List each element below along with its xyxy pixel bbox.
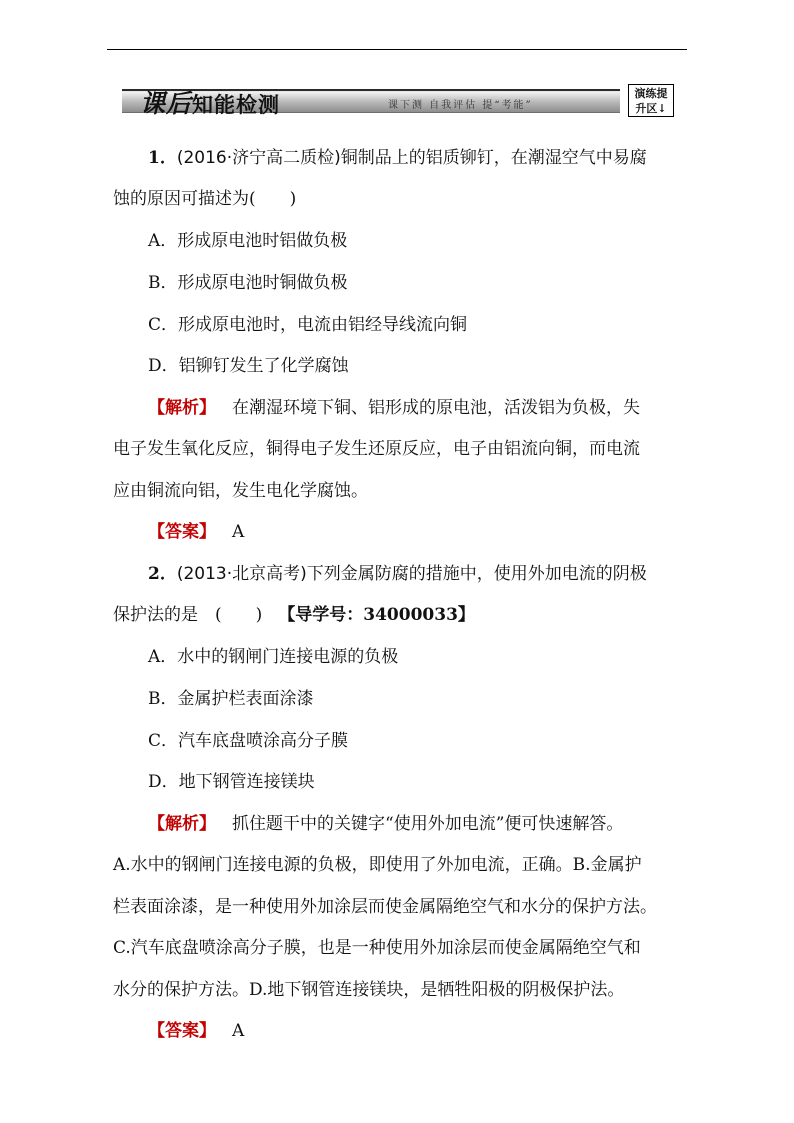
- q1-analysis-line1: 在潮湿环境下铜、铝形成的原电池，活泼铝为负极，失: [232, 398, 640, 418]
- q2-analysis-line2: A.水中的钢闸门连接电源的负极，即使用了外加电流，正确。B.金属护: [113, 855, 642, 875]
- q1-stem-line1: 铜制品上的铝质铆钉，在潮湿空气中易腐: [340, 148, 647, 168]
- q2-analysis-line4: C.汽车底盘喷涂高分子膜，也是一种使用外加涂层而使金属隔绝空气和: [113, 938, 641, 958]
- q2-stem-line1: 下列金属防腐的措施中，使用外加电流的阴极: [306, 564, 647, 584]
- q1-analysis-line2: 电子发生氧化反应，铜得电子发生还原反应，电子由铝流向铜，而电流: [113, 439, 640, 459]
- q1-option-b: B．形成原电池时铜做负极: [148, 273, 348, 293]
- banner-title-rest: 知能检测: [192, 92, 281, 117]
- q2-analysis-line1: 抓住题干中的关键字“使用外加电流”便可快速解答。: [232, 814, 624, 834]
- q1-analysis: [148, 396, 640, 420]
- q2-answer-tag: 【答案】: [148, 1021, 216, 1041]
- q2-option-c: C．汽车底盘喷涂高分子膜: [148, 731, 349, 751]
- q2-analysis-line3: 栏表面涂漆，是一种使用外加涂层而使金属隔绝空气和水分的保护方法。: [113, 897, 657, 917]
- q1-analysis-line3: 应由铜流向铝，发生电化学腐蚀。: [113, 481, 368, 501]
- q2-analysis-tag: 【解析】: [148, 814, 216, 834]
- q2-answer-value: A: [232, 1021, 245, 1041]
- q1-option-c: C．形成原电池时，电流由铝经导线流向铜: [148, 315, 468, 335]
- q2-number: 2．: [148, 564, 177, 584]
- q2-source: (2013·北京高考): [176, 564, 307, 584]
- q2-analysis-line5: 水分的保护方法。D.地下钢管连接镁块，是牺牲阳极的阴极保护法。: [113, 980, 625, 1000]
- q1-answer: [148, 520, 244, 544]
- q2-answer: [148, 1019, 244, 1043]
- q1-answer-tag: 【答案】: [148, 522, 216, 542]
- q2-option-a: A．水中的钢闸门连接电源的负极: [148, 647, 399, 667]
- q1-number: 1．: [148, 148, 177, 168]
- q1-source: (2016·济宁高二质检): [176, 148, 341, 168]
- banner-title: [140, 84, 280, 120]
- q2-guide-number: 【导学号：34000033】: [278, 605, 475, 625]
- header-rule: [107, 49, 687, 50]
- q2-stem-line2: [113, 603, 475, 627]
- practice-badge[interactable]: [628, 84, 674, 117]
- q1-stem-line2: 蚀的原因可描述为( ): [113, 189, 297, 209]
- q2-option-d: D．地下钢管连接镁块: [148, 772, 315, 792]
- section-banner: [110, 84, 677, 118]
- q2-analysis: [148, 812, 623, 836]
- q1-analysis-tag: 【解析】: [148, 398, 216, 418]
- q1-option-a: A．形成原电池时铝做负极: [148, 231, 348, 251]
- badge-line1: 演练提: [634, 87, 668, 100]
- q2-stem: [148, 562, 647, 586]
- q1-option-d: D．铝铆钉发生了化学腐蚀: [148, 356, 349, 376]
- q2-stem-line2-text: 保护法的是 ( ): [113, 605, 263, 625]
- q1-stem: [148, 146, 647, 170]
- q1-answer-value: A: [232, 522, 245, 542]
- banner-title-big: 课后: [140, 89, 193, 118]
- banner-slogan: 课下测 自我评估 提“考能”: [388, 100, 533, 111]
- q2-option-b: B．金属护栏表面涂漆: [148, 689, 314, 709]
- badge-line2: 升区↓: [635, 102, 667, 115]
